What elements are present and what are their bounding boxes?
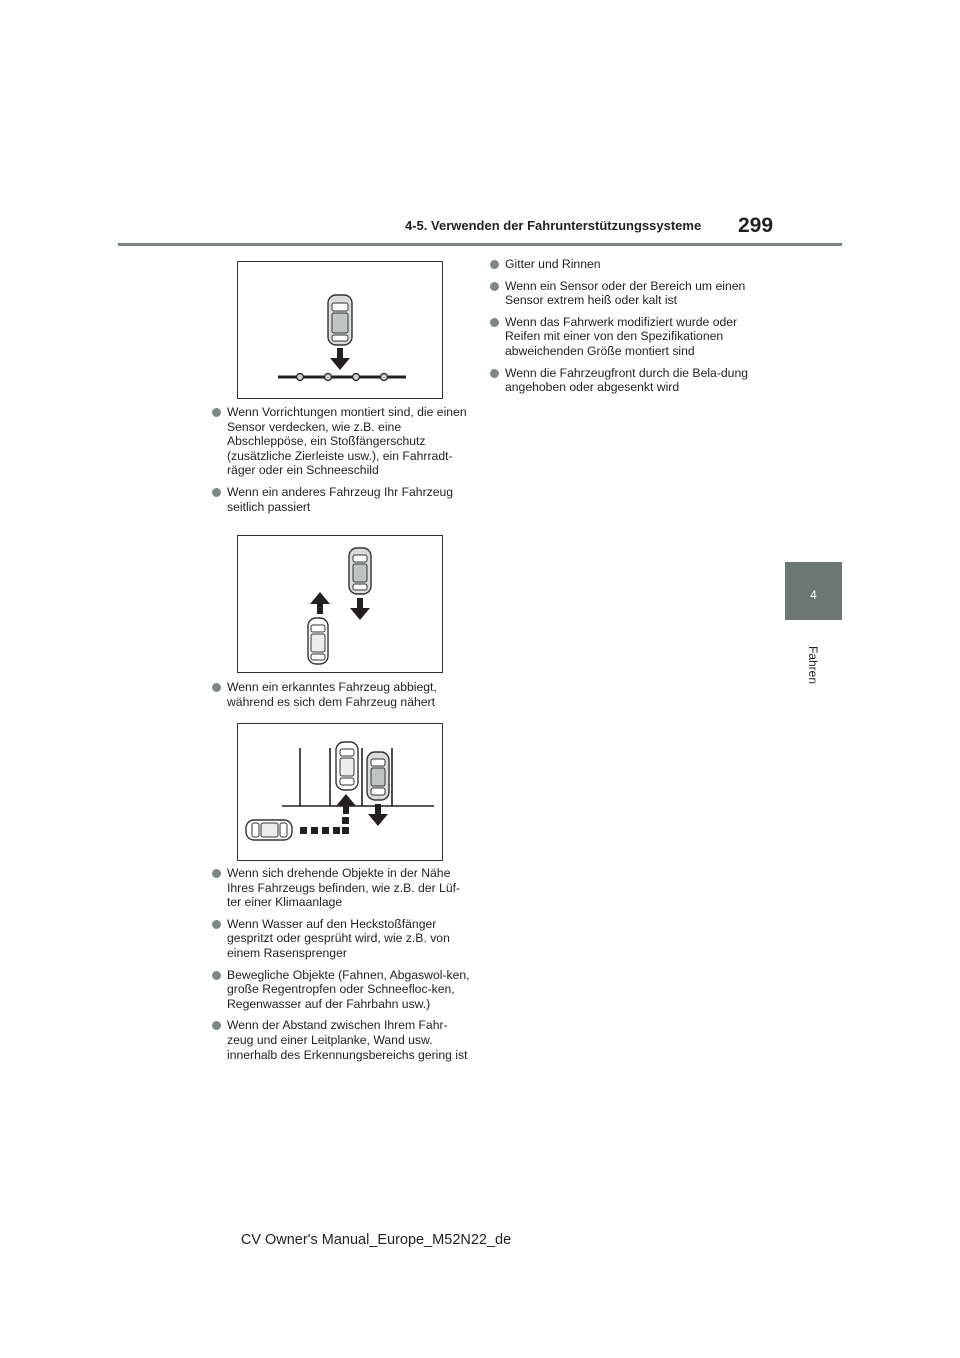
arrow-down-icon: [368, 804, 388, 826]
footer: [0, 1232, 960, 1248]
bullet-list-3: [212, 866, 472, 1069]
figure-car-barrier: [237, 261, 443, 399]
car-icon: [349, 548, 371, 594]
arrow-up-icon: [310, 592, 330, 614]
list-item: Wenn der Abstand zwischen Ihrem Fahr-zeug und einer Leitplanke, Wand usw. innerhalb des Erkennungsbereichs gering ist: [212, 1018, 472, 1062]
list-item: Wenn ein erkanntes Fahrzeug abbiegt, während es sich dem Fahrzeug nähert: [212, 680, 472, 709]
list-item: Wenn Vorrichtungen montiert sind, die einen Sensor verdecken, wie z.B. eine Abschleppöse, ein Stoßfängerschutz (zusätzliche Zierleiste usw.), ein Fahrradt-räger oder ein Schneeschild: [212, 405, 472, 478]
chapter-label: Fahren: [806, 645, 820, 685]
list-item: Wenn Wasser auf den Heckstoßfänger gespritzt oder gesprüht wird, wie z.B. von einem Rasensprenger: [212, 917, 472, 961]
arrow-down-icon: [350, 598, 370, 620]
car-turning-parking-illustration: [238, 724, 442, 860]
car-icon: [246, 820, 292, 840]
arrow-down-icon: [330, 348, 350, 370]
bullet-list-2: [212, 680, 472, 716]
list-item: Wenn das Fahrwerk modifiziert wurde oder Reifen mit einer von den Spezifikationen abweichenden Größe montiert sind: [490, 315, 760, 359]
dashed-path: [300, 817, 349, 834]
bullet-list-1: [212, 405, 472, 521]
list-item: Wenn sich drehende Objekte in der Nähe Ihres Fahrzeugs befinden, wie z.B. der Lüf-ter einer Klimaanlage: [212, 866, 472, 910]
chapter-tab: [785, 562, 842, 620]
figure-car-passing: [237, 535, 443, 673]
car-passing-side-illustration: [238, 536, 442, 672]
section-title: 4-5. Verwenden der Fahrunterstützungssysteme: [405, 218, 702, 233]
figure-car-turning: [237, 723, 443, 861]
list-item: Bewegliche Objekte (Fahnen, Abgaswol-ken, große Regentropfen oder Schneefloc-ken, Regenwasser auf der Fahrbahn usw.): [212, 968, 472, 1012]
page-number: 299: [738, 214, 774, 237]
list-item: Gitter und Rinnen: [490, 257, 760, 272]
chapter-number: 4: [810, 588, 817, 602]
list-item: Wenn ein Sensor oder der Bereich um einen Sensor extrem heiß oder kalt ist: [490, 279, 760, 308]
list-item: Wenn ein anderes Fahrzeug Ihr Fahrzeug seitlich passiert: [212, 485, 472, 514]
car-icon: [367, 752, 389, 800]
header-divider: [118, 243, 842, 246]
car-icon: [336, 742, 358, 790]
car-icon: [308, 618, 328, 664]
car-icon: [328, 295, 352, 345]
bullet-list-right: [490, 257, 760, 402]
footer-text: CV Owner's Manual_Europe_M52N22_de: [240, 1232, 512, 1248]
car-approaching-barrier-illustration: [238, 262, 442, 398]
list-item: Wenn die Fahrzeugfront durch die Bela-dung angehoben oder abgesenkt wird: [490, 366, 760, 395]
arrow-up-icon: [336, 794, 356, 814]
